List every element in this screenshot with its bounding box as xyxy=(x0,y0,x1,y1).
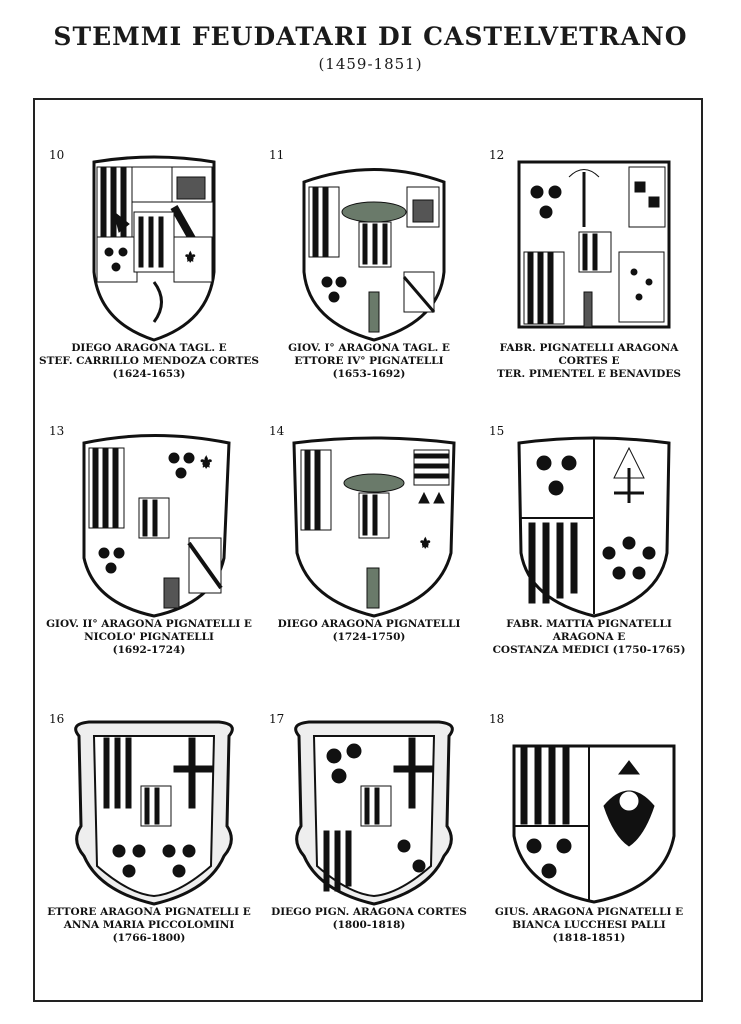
coat-number: 13 xyxy=(49,424,65,438)
coat-card-18 xyxy=(489,712,689,1002)
coat-of-arms-shield xyxy=(59,152,249,342)
coat-of-arms-shield xyxy=(279,428,469,618)
svg-text:⚜: ⚜ xyxy=(419,536,432,552)
caption-line-2: (1724-1750) xyxy=(332,631,406,643)
coats-of-arms-frame xyxy=(33,98,703,1002)
coat-number: 11 xyxy=(269,148,285,162)
caption-line-2: COSTANZA MEDICI (1750-1765) xyxy=(492,644,686,656)
caption-line-1: FABR. PIGNATELLI ARAGONA CORTES E xyxy=(499,342,679,367)
page-title: STEMMI FEUDATARI DI CASTELVETRANO xyxy=(53,22,688,51)
coat-of-arms-shield xyxy=(499,716,689,906)
coat-number: 10 xyxy=(49,148,65,162)
caption-line-1: DIEGO PIGN. ARAGONA CORTES xyxy=(271,906,467,918)
caption-line-2: NICOLO' PIGNATELLI xyxy=(84,631,214,643)
coat-of-arms-shield xyxy=(279,152,469,342)
caption-line-2: BIANCA LUCCHESI PALLI xyxy=(512,919,666,931)
coat-card-12 xyxy=(489,148,689,438)
coat-of-arms-shield xyxy=(499,152,689,342)
caption-line-1: GIOV. I° ARAGONA TAGL. E xyxy=(288,342,450,354)
caption-line-1: GIOV. II° ARAGONA PIGNATELLI E xyxy=(46,618,252,630)
caption-line-2: ETTORE IV° PIGNATELLI xyxy=(294,355,444,367)
coat-caption xyxy=(479,618,699,657)
caption-line-1: DIEGO ARAGONA TAGL. E xyxy=(71,342,227,354)
coat-number: 12 xyxy=(489,148,505,162)
caption-line-1: FABR. MATTIA PIGNATELLI ARAGONA E xyxy=(506,618,672,643)
coat-of-arms-shield xyxy=(59,428,249,618)
coat-card-13 xyxy=(46,424,252,714)
svg-text:⚜: ⚜ xyxy=(184,250,197,266)
coat-card-10 xyxy=(39,148,259,438)
caption-line-1: GIUS. ARAGONA PIGNATELLI E xyxy=(494,906,684,918)
caption-line-3: (1692-1724) xyxy=(112,644,186,656)
svg-text:⚜: ⚜ xyxy=(199,453,214,472)
caption-line-3: (1653-1692) xyxy=(332,368,406,380)
coat-card-15 xyxy=(489,424,689,714)
coat-caption xyxy=(39,342,259,381)
coat-card-17 xyxy=(269,712,469,1002)
caption-line-3: (1624-1653) xyxy=(112,368,186,380)
coat-caption xyxy=(479,342,699,381)
coat-caption xyxy=(39,906,259,945)
caption-line-1: ETTORE ARAGONA PIGNATELLI E xyxy=(47,906,251,918)
coat-of-arms-shield xyxy=(279,716,469,906)
caption-line-3: (1766-1800) xyxy=(112,932,186,944)
coat-caption xyxy=(259,342,479,381)
caption-line-2: (1800-1818) xyxy=(332,919,406,931)
coat-number: 17 xyxy=(269,712,285,726)
page-subtitle: (1459-1851) xyxy=(318,55,423,73)
coat-caption xyxy=(259,906,479,932)
coat-number: 18 xyxy=(489,712,505,726)
caption-line-1: DIEGO ARAGONA PIGNATELLI xyxy=(277,618,461,630)
caption-line-3: (1818-1851) xyxy=(552,932,626,944)
coat-number: 16 xyxy=(49,712,65,726)
caption-line-2: STEF. CARRILLO MENDOZA CORTES xyxy=(39,355,259,367)
coat-caption xyxy=(479,906,699,945)
caption-line-2: TER. PIMENTEL E BENAVIDES xyxy=(496,368,681,380)
coat-card-14 xyxy=(269,424,469,714)
coat-number: 14 xyxy=(269,424,285,438)
coat-number: 15 xyxy=(489,424,505,438)
coat-card-11 xyxy=(269,148,469,438)
caption-line-2: ANNA MARIA PICCOLOMINI xyxy=(63,919,235,931)
coat-card-16 xyxy=(49,712,249,1002)
coat-of-arms-shield xyxy=(499,428,689,618)
coat-of-arms-shield xyxy=(59,716,249,906)
coat-caption xyxy=(39,618,259,657)
coat-caption xyxy=(259,618,479,644)
